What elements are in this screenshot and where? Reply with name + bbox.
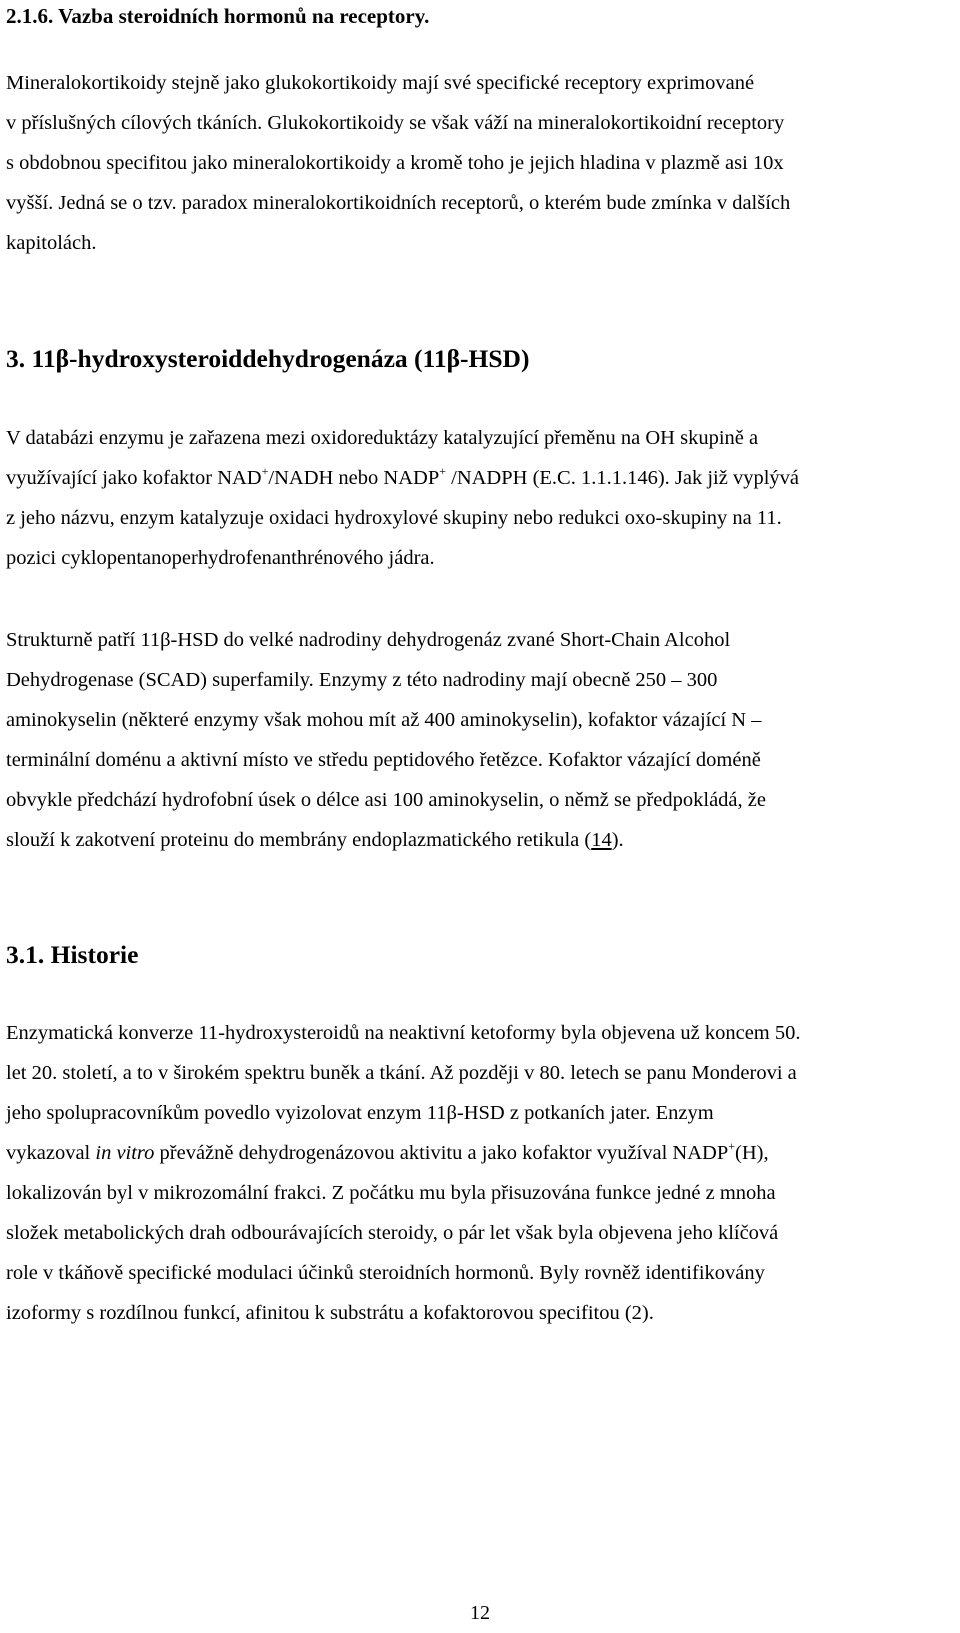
text-line: Mineralokortikoidy stejně jako glukokortikoidy mají své specifické receptory exprimované [6, 72, 755, 94]
text-line: z jeho názvu, enzym katalyzuje oxidaci hydroxylové skupiny nebo redukci oxo-skupiny na 11. [6, 507, 782, 529]
text-line: obvykle předchází hydrofobní úsek o délce asi 100 aminokyselin, o němž se předpokládá, že [6, 789, 766, 811]
text-fragment: vykazoval [6, 1142, 96, 1164]
page-number: 12 [470, 1602, 490, 1624]
text-line [6, 458, 952, 498]
text-line: pozici cyklopentanoperhydrofenanthrénového jádra. [6, 547, 435, 569]
text-line: Strukturně patří 11β-HSD do velké nadrodiny dehydrogenáz zvané Short-Chain Alcohol [6, 629, 731, 651]
text-fragment: ). [611, 829, 624, 851]
text-line: let 20. století, a to v širokém spektru buněk a tkání. Až později v 80. letech se panu Monderovi a [6, 1062, 797, 1084]
paragraph-enzyme-classification [6, 418, 952, 578]
superscript: + [261, 464, 269, 478]
text-line: izoformy s rozdílnou funkcí, afinitou k substrátu a kofaktorovou specifitou (2). [6, 1302, 654, 1324]
text-fragment: využívající jako kofaktor NAD [6, 467, 262, 489]
text-fragment: slouží k zakotvení proteinu do membrány endoplazmatického retikula ( [6, 829, 592, 851]
text-fragment: /NADPH (E.C. 1.1.1.146). Jak již vyplývá [446, 467, 800, 489]
text-line: Dehydrogenase (SCAD) superfamily. Enzymy z této nadrodiny mají obecně 250 – 300 [6, 669, 718, 691]
superscript: + [728, 1139, 736, 1153]
text-line: role v tkáňově specifické modulaci účinků steroidních hormonů. Byly rovněž identifikovány [6, 1262, 765, 1284]
text-line [6, 820, 952, 860]
text-line: lokalizován byl v mikrozomální frakci. Z počátku mu byla přisuzována funkce jedné z mnoha [6, 1182, 776, 1204]
chapter-heading-3: 3. 11β-hydroxysteroiddehydrogenáza (11β-HSD) [6, 344, 530, 373]
italic-text: in vitro [95, 1142, 155, 1164]
text-line: s obdobnou specifitou jako mineralokortikoidy a kromě toho je jejich hladina v plazmě asi 10x [6, 152, 784, 174]
text-line [6, 1133, 952, 1173]
text-fragment: převážně dehydrogenázovou aktivitu a jako kofaktor využíval NADP [154, 1142, 729, 1164]
text-line: kapitolách. [6, 232, 97, 254]
text-fragment: /NADH nebo NADP [268, 467, 440, 489]
text-line: terminální doménu a aktivní místo ve středu peptidového řetězce. Kofaktor vázající doméně [6, 749, 761, 771]
paragraph-receptors [6, 63, 952, 263]
text-line: jeho spolupracovníkům povedlo vyizolovat enzym 11β-HSD z potkaních jater. Enzym [6, 1102, 714, 1124]
text-line: vyšší. Jedná se o tzv. paradox mineralokortikoidních receptorů, o kterém bude zmínka v dalších [6, 192, 791, 214]
superscript: + [439, 464, 446, 478]
text-line: V databázi enzymu je zařazena mezi oxidoreduktázy katalyzující přeměnu na OH skupině a [6, 427, 759, 449]
paragraph-structure [6, 620, 952, 860]
text-line: v příslušných cílových tkáních. Glukokortikoidy se však váží na mineralokortikoidní receptory [6, 112, 785, 134]
text-line: složek metabolických drah odbourávajících steroidy, o pár let však byla objevena jeho klíčová [6, 1222, 779, 1244]
text-line: Enzymatická konverze 11-hydroxysteroidů na neaktivní ketoformy byla objevena už koncem 50. [6, 1022, 801, 1044]
section-heading-2-1-6: 2.1.6. Vazba steroidních hormonů na receptory. [6, 4, 430, 28]
section-heading-3-1: 3.1. Historie [6, 940, 139, 969]
citation-link[interactable]: 14 [591, 829, 612, 851]
paragraph-history [6, 1013, 952, 1333]
text-line: aminokyselin (některé enzymy však mohou mít až 400 aminokyselin), kofaktor vázající N – [6, 709, 762, 731]
text-fragment: (H), [735, 1142, 769, 1164]
